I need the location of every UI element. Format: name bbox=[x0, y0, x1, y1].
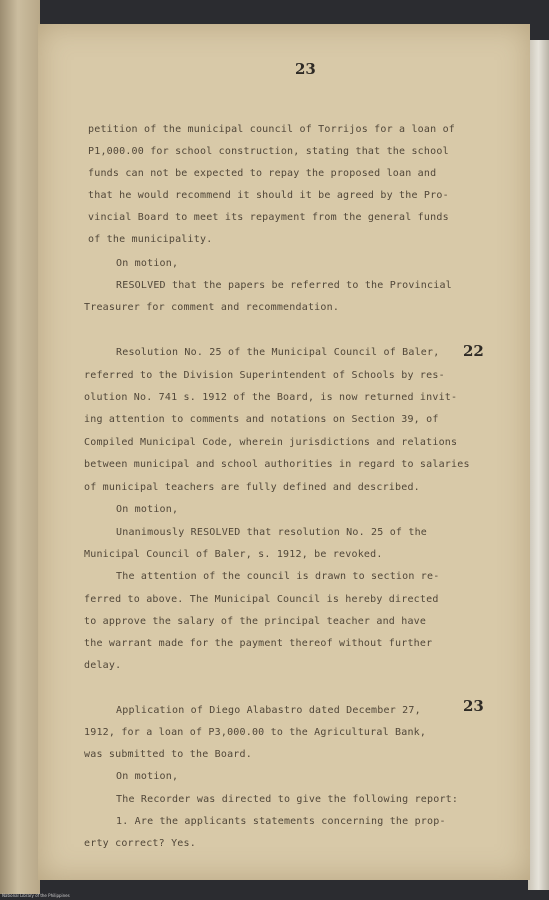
text-line: Municipal Council of Baler, s. 1912, be revoked. bbox=[84, 549, 383, 560]
text-line: erty correct? Yes. bbox=[84, 838, 196, 849]
page-number: 23 bbox=[295, 60, 316, 78]
text-line: 1. Are the applicants statements concerning the prop- bbox=[116, 816, 446, 827]
text-line: RESOLVED that the papers be referred to the Provincial bbox=[116, 280, 452, 291]
text-line: On motion, bbox=[116, 258, 179, 269]
text-line: of municipal teachers are fully defined and described. bbox=[84, 482, 420, 493]
text-line: delay. bbox=[84, 660, 122, 671]
text-line: The Recorder was directed to give the following report: bbox=[116, 794, 459, 805]
margin-item-number: 23 bbox=[463, 697, 484, 715]
text-line: referred to the Division Superintendent of Schools by res- bbox=[84, 370, 445, 381]
text-line: the warrant made for the payment thereof without further bbox=[84, 638, 433, 649]
margin-item-number: 22 bbox=[463, 342, 484, 360]
text-line: ing attention to comments and notations on Section 39, of bbox=[84, 414, 439, 425]
text-line: vincial Board to meet its repayment from the general funds bbox=[88, 212, 449, 223]
text-line: The attention of the council is drawn to section re- bbox=[116, 571, 440, 582]
text-line: Unanimously RESOLVED that resolution No. 25 of the bbox=[116, 527, 428, 538]
text-line: was submitted to the Board. bbox=[84, 749, 252, 760]
text-line: On motion, bbox=[116, 771, 179, 782]
text-line: Application of Diego Alabastro dated December 27, bbox=[116, 705, 421, 716]
text-line: Compiled Municipal Code, wherein jurisdictions and relations bbox=[84, 437, 458, 448]
text-line: On motion, bbox=[116, 504, 179, 515]
text-line: P1,000.00 for school construction, stating that the school bbox=[88, 146, 449, 157]
image-caption: National Library of the Philippines bbox=[2, 893, 70, 898]
text-line: Treasurer for comment and recommendation. bbox=[84, 302, 340, 313]
text-line: funds can not be expected to repay the proposed loan and bbox=[88, 168, 437, 179]
text-line: ferred to above. The Municipal Council is hereby directed bbox=[84, 594, 439, 605]
text-line: to approve the salary of the principal teacher and have bbox=[84, 616, 427, 627]
text-line: Resolution No. 25 of the Municipal Council of Baler, bbox=[116, 347, 440, 358]
text-line: 1912, for a loan of P3,000.00 to the Agricultural Bank, bbox=[84, 727, 427, 738]
text-line: that he would recommend it should it be agreed by the Pro- bbox=[88, 190, 449, 201]
left-page-edge bbox=[0, 0, 40, 894]
text-line: petition of the municipal council of Torrijos for a loan of bbox=[88, 124, 456, 135]
text-line: between municipal and school authorities in regard to salaries bbox=[84, 459, 470, 470]
text-line: of the municipality. bbox=[88, 234, 213, 245]
right-page-edge bbox=[528, 40, 549, 890]
text-line: olution No. 741 s. 1912 of the Board, is now returned invit- bbox=[84, 392, 458, 403]
